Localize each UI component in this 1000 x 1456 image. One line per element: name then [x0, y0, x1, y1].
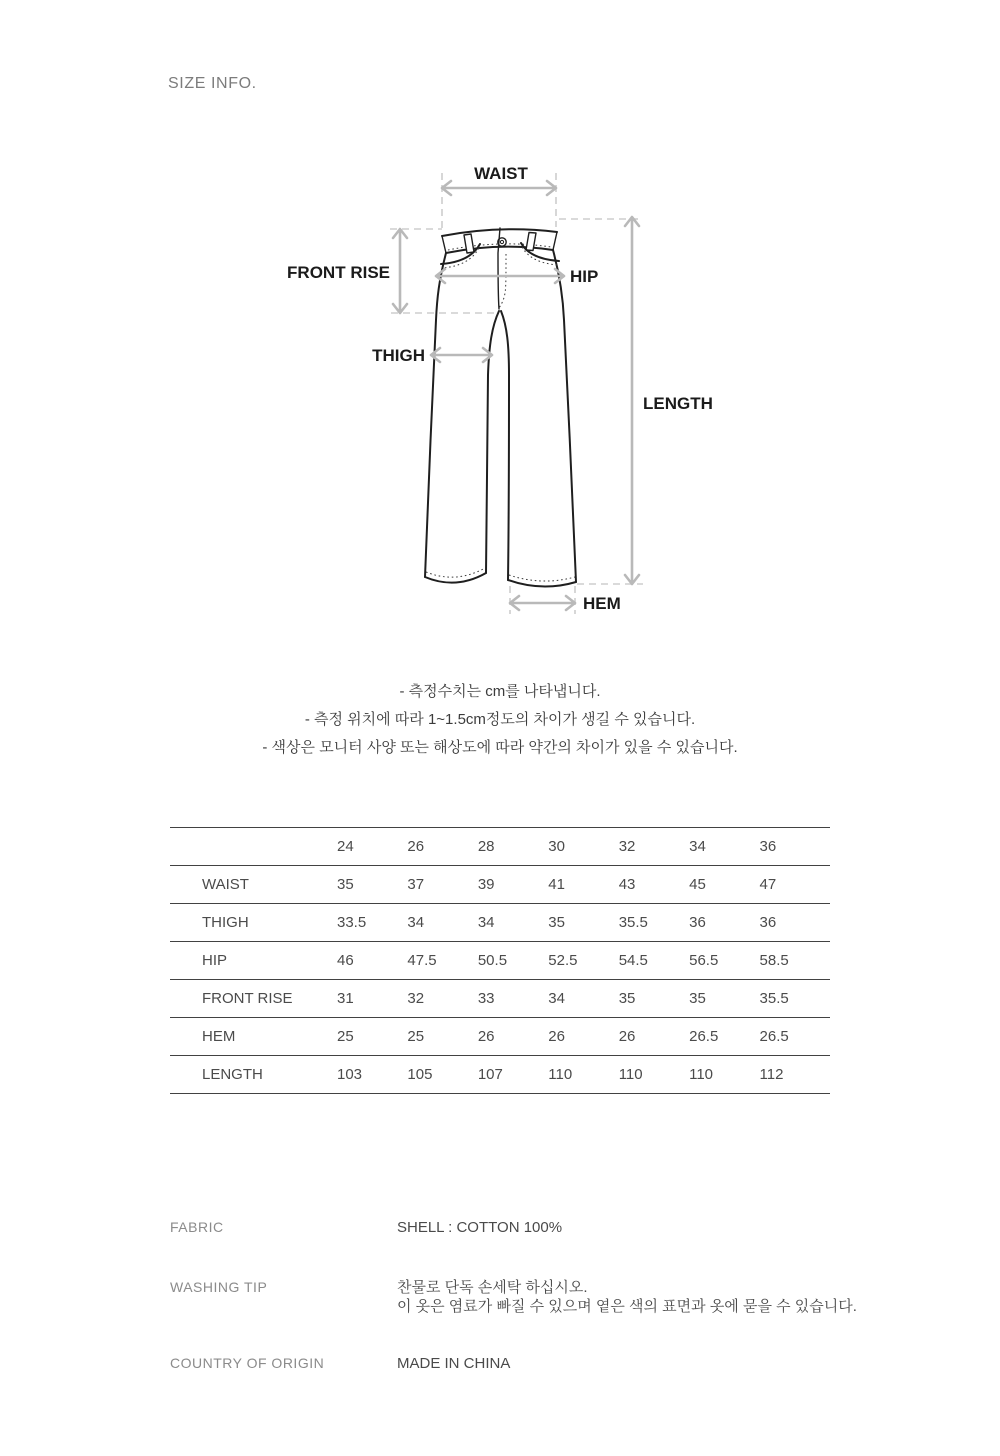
measurement-value: 56.5	[689, 952, 719, 969]
detail-value	[397, 1278, 857, 1316]
note-line: - 측정 위치에 따라 1~1.5cm정도의 차이가 생길 수 있습니다.	[304, 711, 696, 728]
left-hem-edge	[425, 573, 486, 583]
detail-line: MADE IN CHINA	[397, 1355, 511, 1372]
detail-row	[170, 1278, 890, 1316]
measurement-value: 26	[477, 1028, 495, 1045]
size-table-row	[170, 904, 830, 942]
note-line: - 측정수치는 cm를 나타냅니다.	[399, 683, 601, 700]
measurement-value: 34	[477, 914, 495, 931]
size-column-header: 28	[477, 838, 495, 855]
measurement-value: 39	[477, 876, 495, 893]
measurement-value: 36	[689, 914, 706, 931]
fly-stitch	[499, 254, 506, 308]
measurement-value: 107	[477, 1066, 503, 1083]
waist-arrow	[442, 181, 556, 195]
waist-label: WAIST	[474, 164, 528, 183]
waistband-left-edge	[442, 236, 446, 253]
measurement-row-label: FRONT RISE	[202, 990, 293, 1007]
measurement-value: 110	[548, 1066, 573, 1083]
size-table-row	[170, 942, 830, 980]
size-table-corner-cell	[170, 828, 337, 866]
length-arrow	[625, 217, 639, 584]
measurement-value: 35.5	[759, 990, 789, 1007]
size-column-header: 34	[689, 838, 706, 855]
measurement-notes	[0, 678, 1000, 762]
measurement-value: 26.5	[689, 1028, 719, 1045]
reference-dashes	[390, 173, 643, 614]
measurement-row-label: HEM	[202, 1028, 236, 1045]
measurement-row-label: THIGH	[202, 914, 249, 931]
size-column-header: 30	[548, 838, 565, 855]
thigh-label: THIGH	[372, 346, 425, 365]
measurement-value: 41	[548, 876, 565, 893]
measurement-arrows	[393, 181, 639, 610]
measurement-value: 45	[689, 876, 706, 893]
size-column-header: 32	[618, 838, 636, 855]
left-pocket-curve	[441, 244, 480, 264]
measurement-value: 47.5	[407, 952, 437, 969]
measurement-value: 54.5	[618, 952, 648, 969]
measurement-value: 110	[618, 1066, 643, 1083]
right-inseam	[501, 311, 509, 580]
detail-line: 이 옷은 염료가 빠질 수 있으며 옅은 색의 표면과 옷에 묻을 수 있습니다.	[397, 1298, 857, 1315]
measurement-row-label: LENGTH	[202, 1066, 263, 1083]
measurement-value: 52.5	[548, 952, 578, 969]
measurement-value: 37	[407, 876, 425, 893]
pants-sketch	[425, 228, 576, 587]
measurement-value: 43	[618, 876, 636, 893]
measurement-value: 25	[337, 1028, 354, 1045]
measurement-row-label: HIP	[202, 952, 228, 969]
product-details	[170, 1210, 890, 1373]
measurement-value: 33	[477, 990, 495, 1007]
measurement-value: 33.5	[337, 914, 367, 931]
measurement-value: 34	[548, 990, 565, 1007]
right-outer-seam	[553, 250, 576, 582]
measurement-value: 35.5	[618, 914, 648, 931]
right-hem-stitch	[509, 575, 575, 581]
measurement-value: 35	[618, 990, 636, 1007]
measurement-value: 26.5	[759, 1028, 789, 1045]
size-table-row	[170, 866, 830, 904]
detail-value	[397, 1218, 562, 1237]
measurement-value: 105	[407, 1066, 433, 1083]
measurement-value: 103	[337, 1066, 363, 1083]
measurement-value: 110	[689, 1066, 714, 1083]
detail-row	[170, 1218, 890, 1237]
front-rise-label: FRONT RISE	[287, 263, 390, 282]
measurement-value: 58.5	[759, 952, 789, 969]
front-rise-arrow	[393, 229, 407, 313]
left-hem-stitch	[426, 568, 485, 577]
hem-arrow	[510, 596, 575, 610]
hem-label: HEM	[583, 594, 621, 613]
size-table-body	[170, 866, 830, 1094]
measurement-value: 34	[407, 914, 425, 931]
hip-arrow	[436, 269, 564, 283]
left-outer-seam	[425, 253, 446, 577]
measurement-value: 26	[548, 1028, 565, 1045]
size-table-row	[170, 980, 830, 1018]
measurement-value: 46	[337, 952, 354, 969]
measurement-value: 25	[407, 1028, 425, 1045]
measurement-value: 35	[337, 876, 354, 893]
measurement-value: 47	[759, 876, 777, 893]
measurement-value: 35	[548, 914, 565, 931]
detail-label: COUNTRY OF ORIGIN	[170, 1355, 325, 1371]
size-column-header: 36	[759, 838, 777, 855]
size-table	[170, 827, 830, 1094]
waistband-right-edge	[553, 232, 557, 250]
thigh-arrow	[431, 348, 492, 362]
detail-line: 찬물로 단독 손세탁 하십시오.	[397, 1279, 588, 1296]
detail-line: SHELL : COTTON 100%	[397, 1219, 563, 1236]
size-table-header-row	[170, 828, 830, 866]
size-column-header: 24	[337, 838, 354, 855]
size-table-row	[170, 1018, 830, 1056]
measurement-value: 50.5	[477, 952, 508, 969]
note-line: - 색상은 모니터 사양 또는 해상도에 따라 약간의 차이가 있을 수 있습니다.	[262, 739, 738, 756]
pants-measurement-diagram	[280, 140, 720, 640]
page-title: SIZE INFO.	[168, 75, 257, 92]
measurement-value: 112	[759, 1066, 784, 1083]
size-table-head	[170, 828, 830, 866]
detail-row	[170, 1354, 890, 1373]
detail-label: WASHING TIP	[170, 1279, 268, 1295]
measurement-value: 31	[337, 990, 354, 1007]
right-hem-edge	[508, 580, 576, 587]
length-label: LENGTH	[643, 394, 713, 413]
measurement-value: 35	[689, 990, 706, 1007]
measurement-row-label: WAIST	[202, 876, 249, 893]
pants-diagram-svg	[280, 140, 720, 640]
hip-label: HIP	[570, 267, 599, 286]
detail-label: FABRIC	[170, 1219, 224, 1235]
size-table-row	[170, 1056, 830, 1094]
measurement-value: 26	[618, 1028, 636, 1045]
measurement-value: 36	[759, 914, 777, 931]
detail-value	[397, 1354, 510, 1373]
measurement-value: 32	[407, 990, 425, 1007]
size-column-header: 26	[407, 838, 425, 855]
